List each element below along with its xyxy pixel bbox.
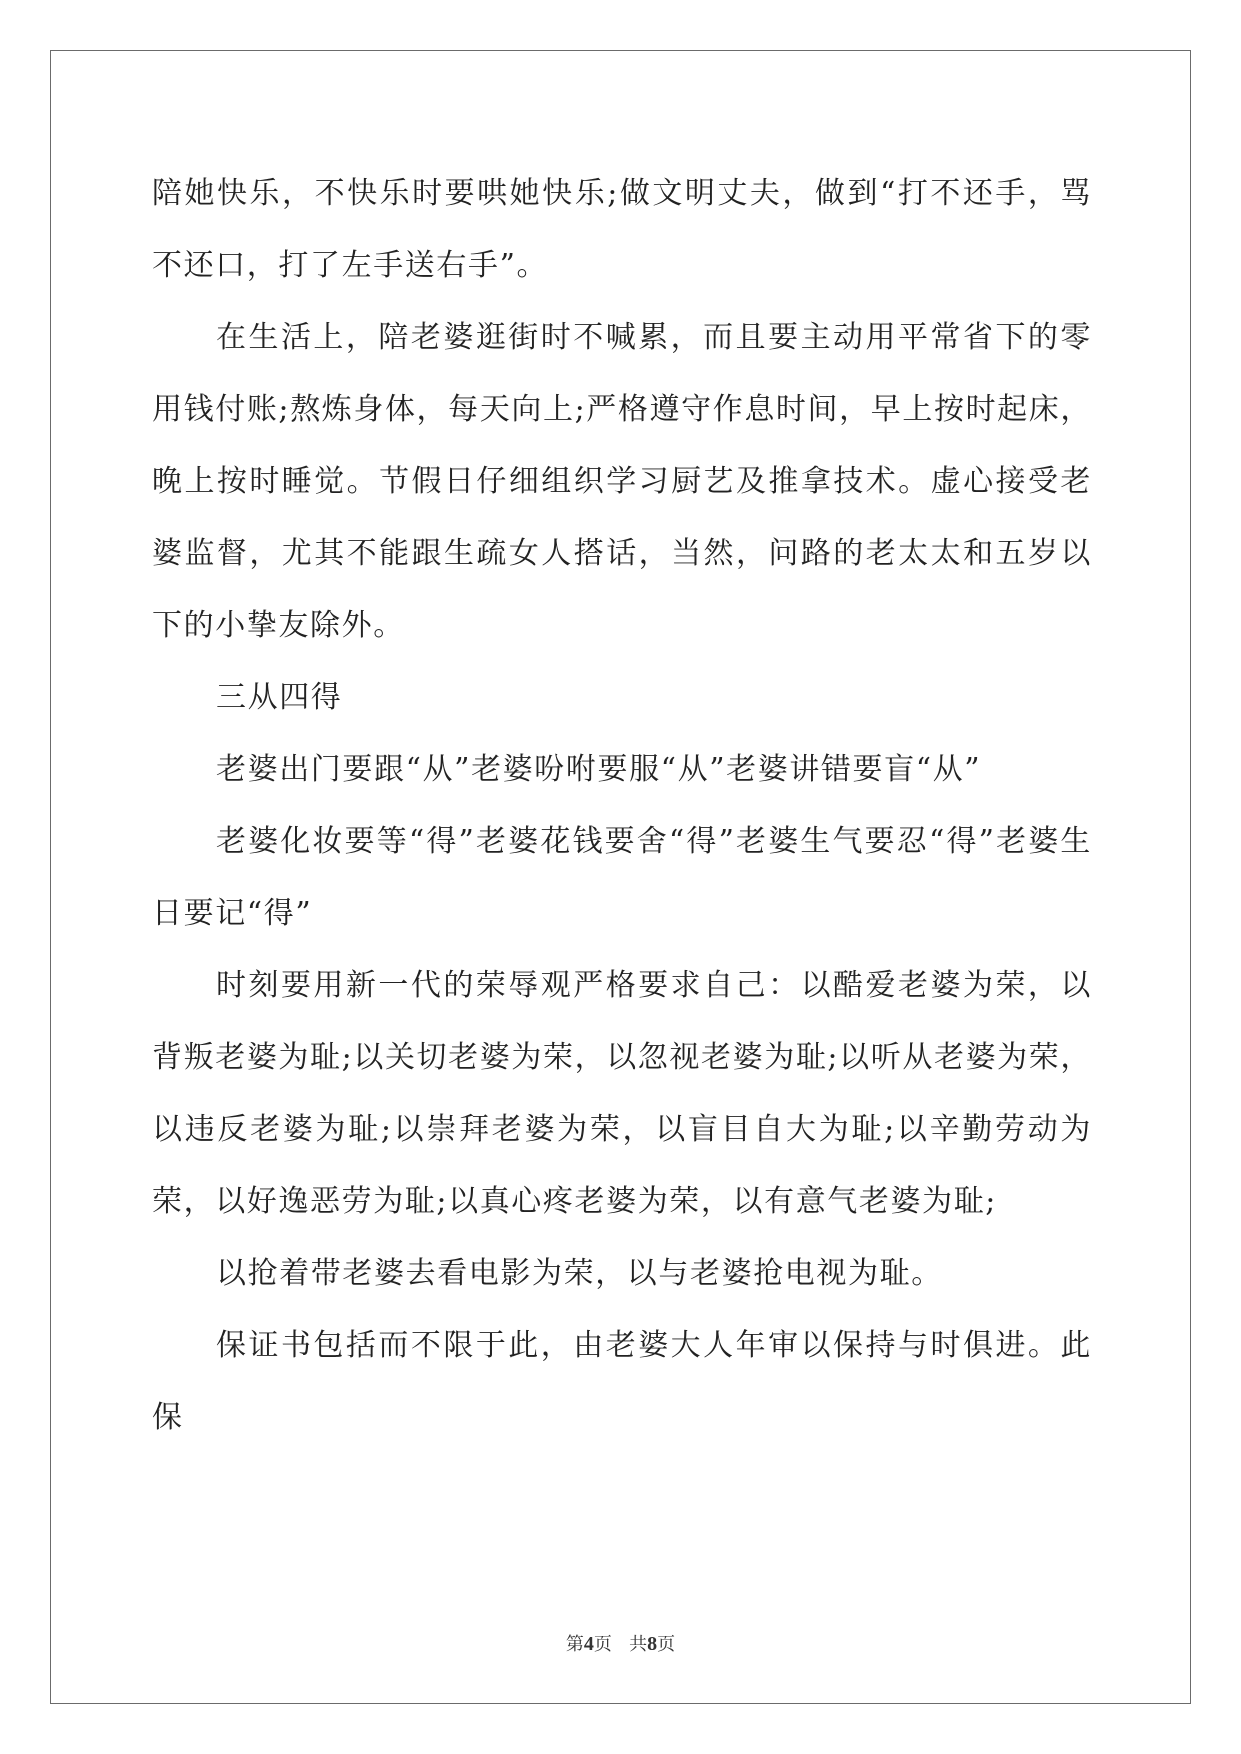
page-suffix: 页 (593, 1634, 612, 1655)
paragraph: 在生活上，陪老婆逛街时不喊累，而且要主动用平常省下的零用钱付账;熬炼身体，每天向上;严格遵守作息时间，早上按时起床，晚上按时睡觉。节假日仔细组织学习厨艺及推拿技术。虚心接受老婆监督，尤其不能跟生疏女人搭话，当然，问路的老太太和五岁以下的小挚友除外。 (152, 320, 1092, 643)
paragraph: 保证书包括而不限于此，由老婆大人年审以保持与时俱进。此保 (152, 1328, 1092, 1435)
paragraph: 老婆出门要跟“从”老婆吩咐要服“从”老婆讲错要盲“从” (216, 752, 982, 787)
page-footer (0, 1630, 1241, 1656)
paragraph: 老婆化妆要等“得”老婆花钱要舍“得”老婆生气要忍“得”老婆生日要记“得” (152, 824, 1092, 931)
total-suffix: 页 (657, 1634, 676, 1655)
page-number: 4 (583, 1633, 594, 1655)
document-body (152, 158, 1092, 1454)
paragraph: 以抢着带老婆去看电影为荣，以与老婆抢电视为耻。 (216, 1256, 943, 1291)
total-pages: 8 (647, 1633, 658, 1655)
section-heading: 三从四得 (216, 680, 343, 715)
total-prefix: 共 (629, 1634, 648, 1655)
paragraph: 陪她快乐，不快乐时要哄她快乐;做文明丈夫，做到“打不还手，骂不还口，打了左手送右手”。 (152, 176, 1092, 283)
paragraph: 时刻要用新一代的荣辱观严格要求自己：以酷爱老婆为荣，以背叛老婆为耻;以关切老婆为荣，以忽视老婆为耻;以听从老婆为荣，以违反老婆为耻;以崇拜老婆为荣，以盲目自大为耻;以辛勤劳动为荣，以好逸恶劳为耻;以真心疼老婆为荣，以有意气老婆为耻; (152, 968, 1092, 1219)
page-prefix: 第 (565, 1634, 584, 1655)
